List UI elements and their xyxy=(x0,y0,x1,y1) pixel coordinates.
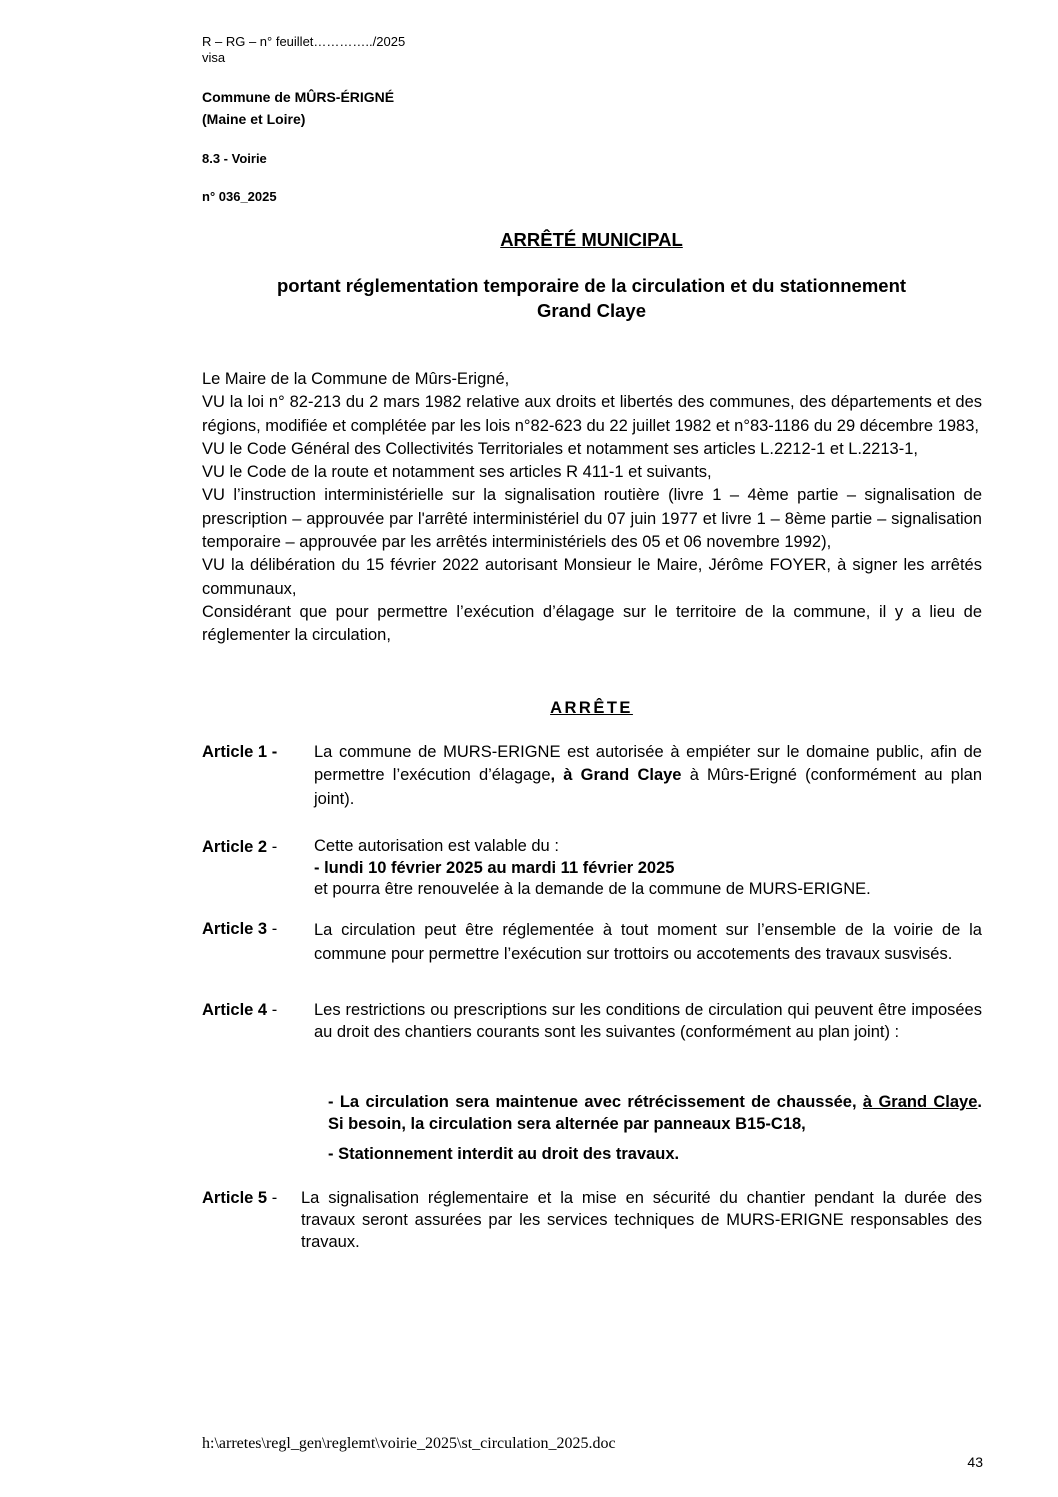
preamble xyxy=(202,368,982,648)
preamble-item: VU la délibération du 15 février 2022 autorisant Monsieur le Maire, Jérôme FOYER, à signer les arrêtés communaux, xyxy=(202,556,982,598)
page-title: ARRÊTÉ MUNICIPAL xyxy=(500,229,683,250)
department-name: (Maine et Loire) xyxy=(202,111,306,127)
article-1-location: , à Grand Claye xyxy=(550,766,682,785)
subtitle-line-1: portant réglementation temporaire de la circulation et du stationnement xyxy=(276,275,907,296)
decree-number: n° 036_2025 xyxy=(202,189,277,204)
preamble-item: VU le Code de la route et notamment ses articles R 411-1 et suivants, xyxy=(202,463,712,482)
subtitle-line-2: Grand Claye xyxy=(537,300,646,321)
preamble-item: VU l’instruction interministérielle sur la signalisation routière (livre 1 – 4ème partie – signalisation de prescription – approuvée par l'arrêté interministériel du 07 juin 1977 et livre 1 – 8ème partie – signalisation temporaire – approuvée par les arrêtés interministériels des 05 et 06 novembre 1992), xyxy=(202,486,982,552)
article-4-label: Article 4 - xyxy=(202,1001,278,1019)
category-label: 8.3 - Voirie xyxy=(202,151,267,166)
article-1-label: Article 1 - xyxy=(202,743,278,761)
article-4-text: Les restrictions ou prescriptions sur les conditions de circulation qui peuvent être imposées au droit des chantiers courants sont les suivantes (conformément au plan joint) : xyxy=(314,1001,982,1041)
preamble-item: Considérant que pour permettre l’exécution d’élagage sur le territoire de la commune, il y a lieu de réglementer la circulation, xyxy=(202,602,982,645)
article-2-text xyxy=(314,836,982,901)
commune-name: Commune de MÛRS-ÉRIGNÉ xyxy=(202,89,395,105)
article-3-text: La circulation peut être réglementée à tout moment sur l’ensemble de la voirie de la commune pour permettre l’exécution sur trottoirs ou accotements des travaux susvisés. xyxy=(314,921,982,963)
article-5-label: Article 5 - xyxy=(202,1189,278,1207)
visa-label: visa xyxy=(202,50,226,65)
article-3-label: Article 3 - xyxy=(202,920,278,938)
preamble-item: Le Maire de la Commune de Mûrs-Erigné, xyxy=(202,370,510,388)
article-1-text: La commune de MURS-ERIGNE est autorisée à empiéter sur le domaine public, afin de permettre l’exécution d’élagage, à Grand Claye à Mûrs-Erigné (conformément au plan joint). xyxy=(314,743,982,808)
article-2-dates: - lundi 10 février 2025 au mardi 11 février 2025 xyxy=(314,858,675,877)
file-path: h:\arretes\regl_gen\reglemt\voirie_2025\st_circulation_2025.doc xyxy=(202,1435,616,1452)
article-4-item-1: - La circulation sera maintenue avec rétrécissement de chaussée, à Grand Claye. Si besoin, la circulation sera alternée par panneaux B15-C18, xyxy=(328,1093,982,1133)
article-5-text: La signalisation réglementaire et la mise en sécurité du chantier pendant la durée des travaux seront assurées par les services techniques de MURS-ERIGNE responsables des travaux. xyxy=(301,1189,982,1251)
article-2-line: et pourra être renouvelée à la demande de la commune de MURS-ERIGNE. xyxy=(314,880,871,898)
article-2-label: Article 2 - xyxy=(202,838,278,856)
reference-line: R – RG – n° feuillet…………../2025 xyxy=(202,34,406,49)
article-2-line: Cette autorisation est valable du : xyxy=(314,837,559,855)
preamble-item: VU le Code Général des Collectivités Territoriales et notamment ses articles L.2212-1 et L.2213-1, xyxy=(202,439,918,458)
arrete-heading: ARRÊTE xyxy=(550,699,633,717)
article-4-item-2: - Stationnement interdit au droit des travaux. xyxy=(328,1145,680,1163)
preamble-item: VU la loi n° 82-213 du 2 mars 1982 relative aux droits et libertés des communes, des départements et des régions, modifiée et complétée par les lois n°82-623 du 22 juillet 1982 et n°83-1186 du 29 décembre 1983, xyxy=(202,393,982,435)
page-number: 43 xyxy=(967,1454,983,1470)
